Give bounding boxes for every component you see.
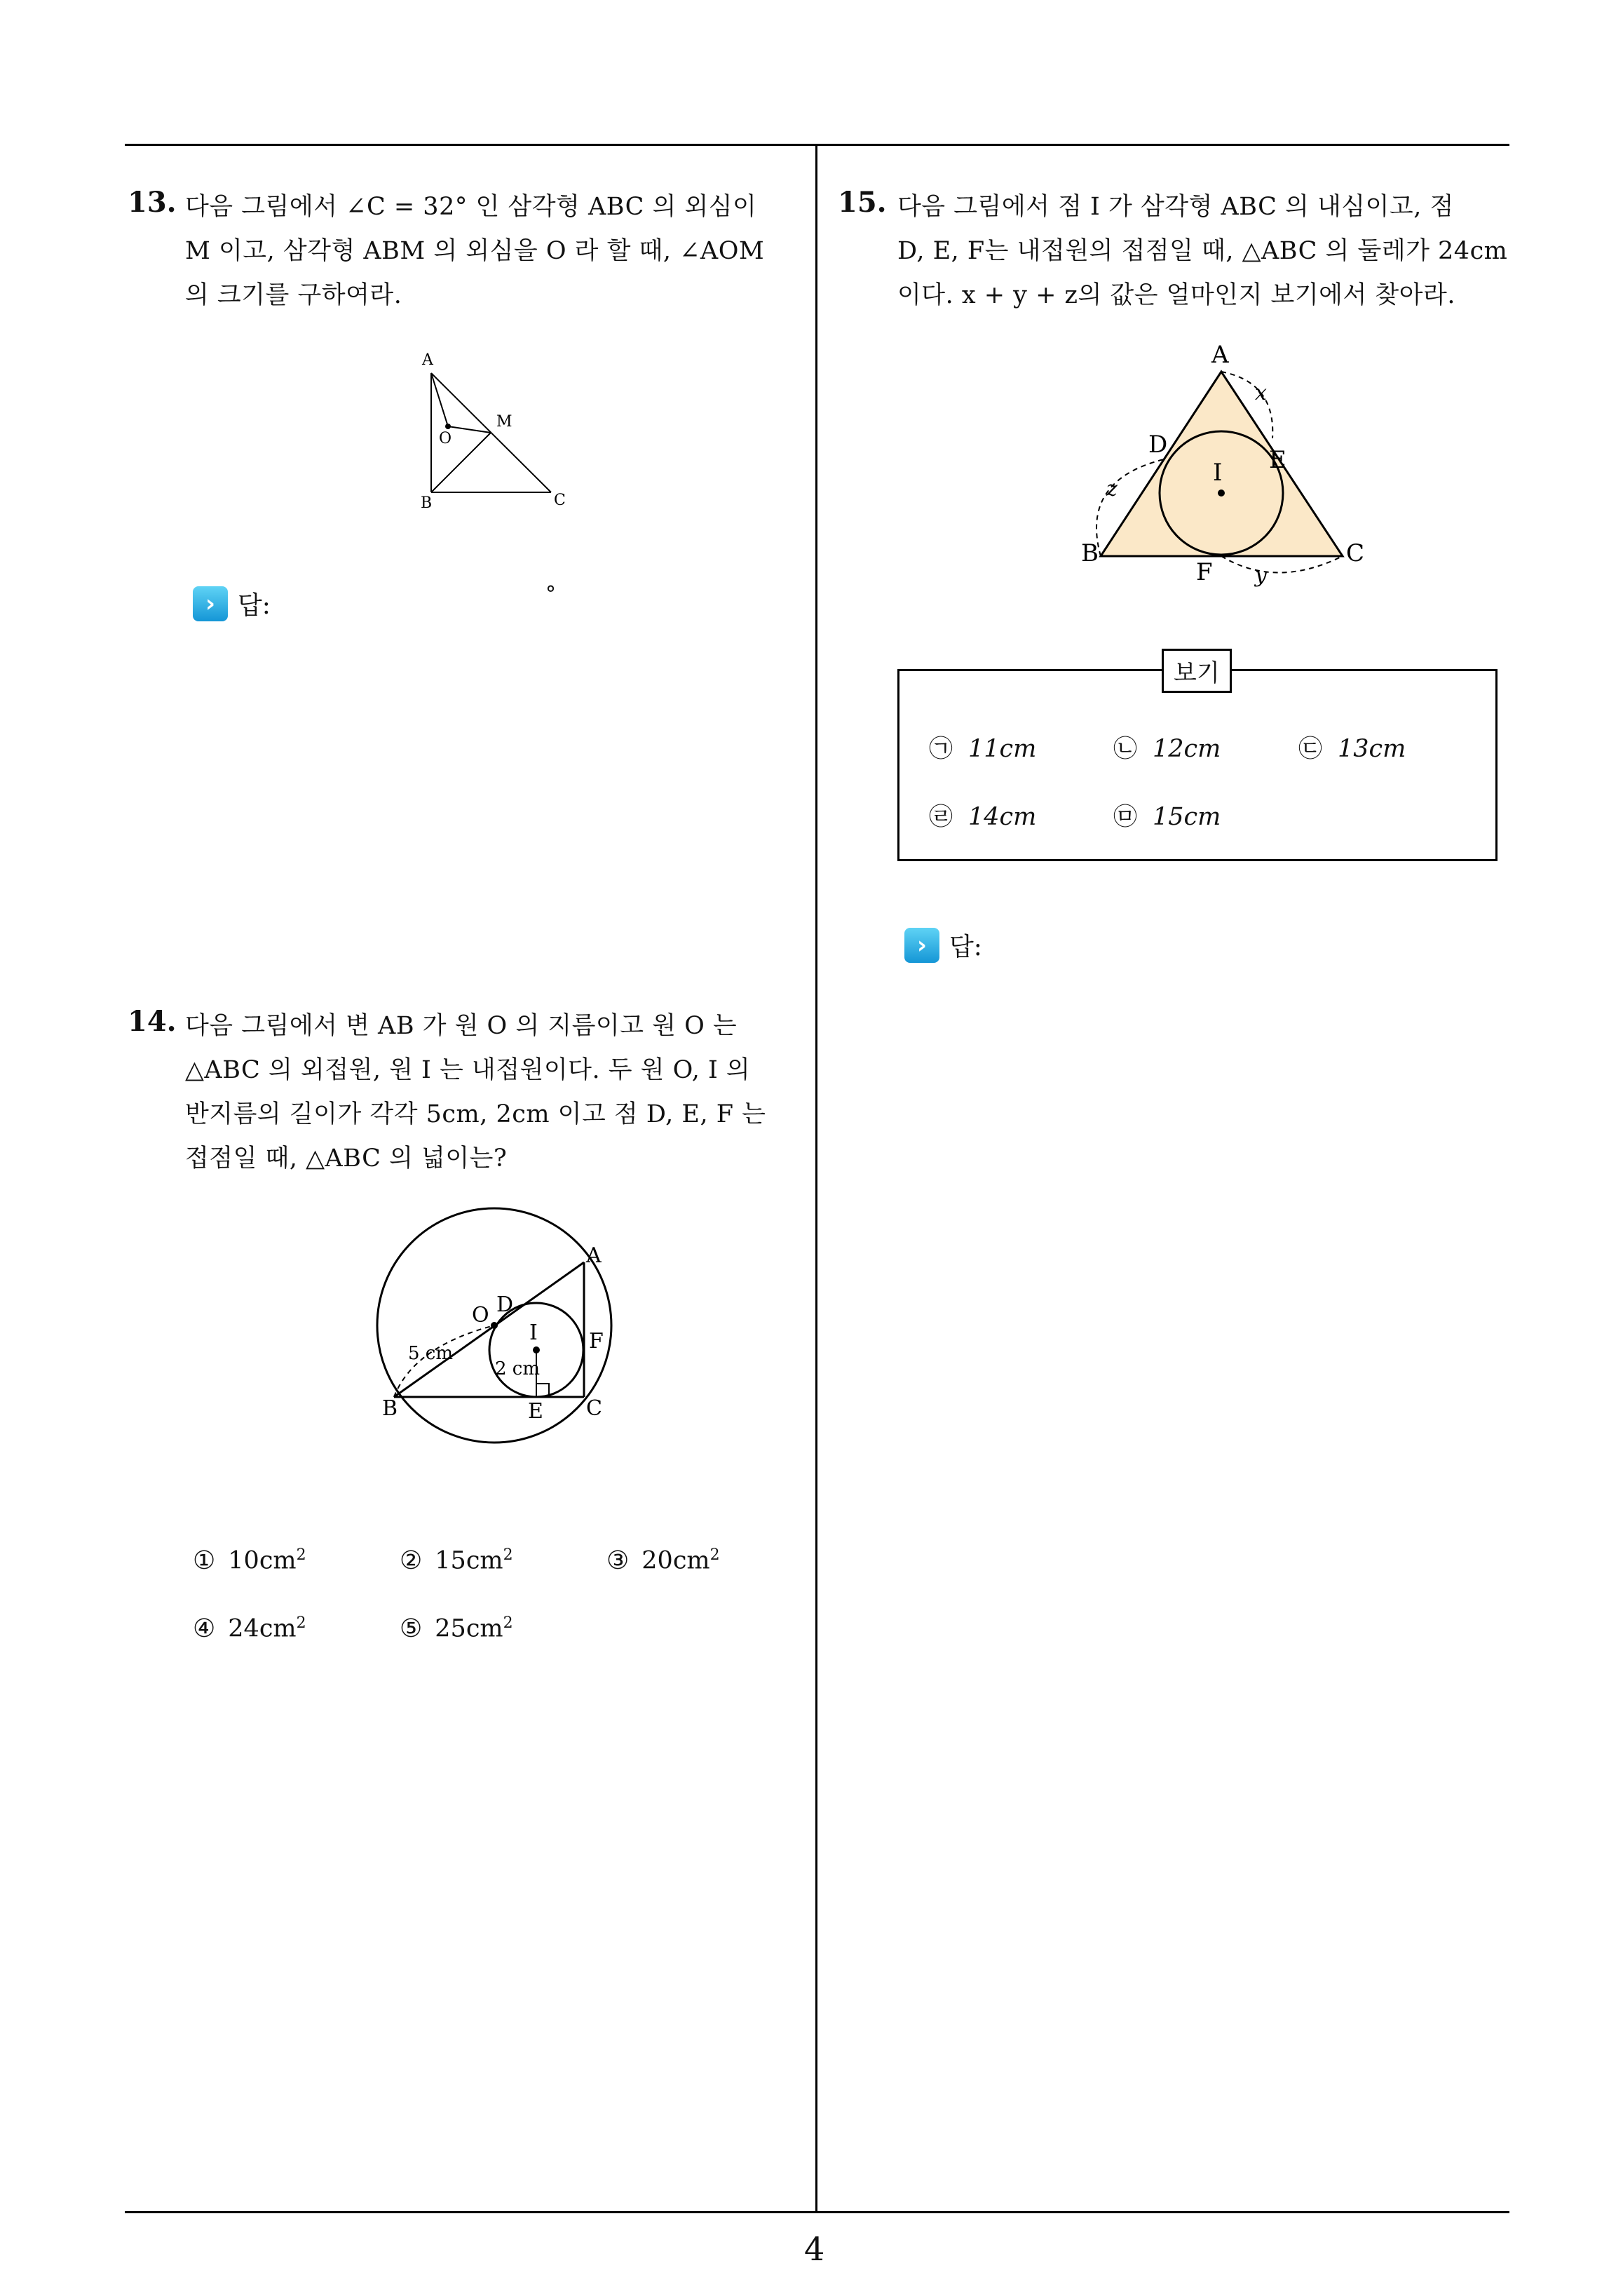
q15-label-e: E — [1269, 446, 1286, 474]
chevron-right-icon: › — [193, 586, 228, 621]
q15-label-c: C — [1346, 539, 1365, 567]
q14-label-e: E — [528, 1399, 543, 1424]
circled-1-icon: ① — [193, 1546, 216, 1575]
q14-line-3: 반지름의 길이가 각각 5cm, 2cm 이고 점 D, E, F 는 — [185, 1100, 766, 1128]
q13-line-2: M 이고, 삼각형 ABM 의 외심을 O 라 할 때, ∠AOM — [185, 237, 765, 265]
q14-label-d: D — [496, 1292, 514, 1317]
q14-line-4: 접점일 때, △ABC 의 넓이는? — [185, 1144, 508, 1173]
q13-label-a: A — [422, 351, 433, 369]
q15-label-x: x — [1255, 381, 1267, 405]
bogi-item-3[interactable] — [1298, 729, 1406, 764]
q14-label-2cm: 2 cm — [495, 1358, 541, 1379]
bogi-box — [897, 669, 1498, 861]
column-divider — [815, 144, 817, 2213]
bogi-item-4-value: 14cm — [968, 803, 1037, 831]
q14-label-c: C — [586, 1396, 602, 1421]
q13-label-c: C — [554, 492, 566, 509]
circled-mieum-icon: ㉤ — [1113, 803, 1137, 831]
q13-line-3: 의 크기를 구하여라. — [185, 281, 402, 309]
bogi-item-4[interactable] — [929, 797, 1036, 832]
bogi-item-2[interactable] — [1113, 729, 1221, 764]
circled-5-icon: ⑤ — [400, 1614, 423, 1643]
page-number: 4 — [804, 2230, 825, 2268]
q13-answer[interactable] — [193, 586, 271, 621]
q14-choice-4[interactable] — [193, 1614, 306, 1643]
q15-line-2: D, E, F는 내접원의 접점일 때, △ABC 의 둘레가 24cm — [897, 237, 1508, 265]
q15-label-a: A — [1211, 341, 1229, 369]
q13-line-1: 다음 그림에서 ∠C = 32° 인 삼각형 ABC 의 외심이 — [185, 193, 757, 221]
q13-answer-label: 답: — [238, 591, 271, 620]
q14-choice-2-value: 15cm — [435, 1547, 503, 1575]
q15-label-b: B — [1081, 539, 1099, 567]
q13-label-o: O — [439, 430, 452, 447]
q15-label-i: I — [1213, 459, 1223, 487]
q14-choice-5-exp: 2 — [503, 1614, 513, 1633]
circled-digeut-icon: ㉢ — [1298, 735, 1322, 763]
circled-4-icon: ④ — [193, 1614, 216, 1643]
q15-line-3: 이다. x + y + z의 값은 얼마인지 보기에서 찾아라. — [897, 281, 1455, 309]
bogi-item-1-value: 11cm — [968, 735, 1037, 763]
q14-choice-1[interactable] — [193, 1546, 306, 1575]
bogi-title: 보기 — [1162, 649, 1232, 693]
q14-label-i: I — [529, 1321, 538, 1345]
bogi-item-3-value: 13cm — [1338, 735, 1406, 763]
circled-2-icon: ② — [400, 1546, 423, 1575]
q14-figure — [365, 1206, 645, 1459]
q13-number: 13. — [128, 186, 177, 219]
q15-line-1: 다음 그림에서 점 I 가 삼각형 ABC 의 내심이고, 점 — [897, 193, 1454, 221]
q13-label-b: B — [421, 494, 433, 512]
circled-nieun-icon: ㉡ — [1113, 735, 1137, 763]
q14-number: 14. — [128, 1005, 177, 1038]
q14-choice-2[interactable] — [400, 1546, 513, 1575]
bogi-item-2-value: 12cm — [1153, 735, 1221, 763]
q14-choice-2-exp: 2 — [503, 1546, 513, 1565]
q14-choice-3-value: 20cm — [641, 1547, 710, 1575]
q15-answer[interactable] — [904, 927, 982, 963]
circled-3-icon: ③ — [606, 1546, 630, 1575]
bogi-item-5[interactable] — [1113, 797, 1221, 832]
q13-degree-unit: ° — [545, 582, 556, 607]
q14-label-f: F — [589, 1329, 604, 1353]
q15-figure — [1066, 340, 1365, 593]
q14-label-5cm: 5 cm — [408, 1343, 454, 1364]
q14-choice-4-value: 24cm — [228, 1615, 297, 1643]
q14-choice-4-exp: 2 — [296, 1614, 306, 1633]
bogi-item-1[interactable] — [929, 729, 1036, 764]
q15-label-d: D — [1148, 431, 1168, 459]
q15-label-z: z — [1106, 477, 1118, 501]
q15-number: 15. — [838, 186, 887, 219]
q13-figure — [407, 344, 575, 512]
q14-choice-3-exp: 2 — [709, 1546, 720, 1565]
q14-line-2: △ABC 의 외접원, 원 I 는 내접원이다. 두 원 O, I 의 — [185, 1056, 751, 1084]
q14-label-b: B — [382, 1396, 398, 1421]
q14-choice-5[interactable] — [400, 1614, 513, 1643]
q14-label-a: A — [586, 1243, 602, 1268]
q15-label-f: F — [1196, 558, 1213, 586]
q13-label-m: M — [496, 413, 512, 431]
q15-label-y: y — [1255, 563, 1267, 588]
chevron-right-icon: › — [904, 928, 939, 963]
circled-giyeok-icon: ㉠ — [929, 735, 953, 763]
q14-choice-1-value: 10cm — [228, 1547, 297, 1575]
circled-rieul-icon: ㉣ — [929, 803, 953, 831]
q14-line-1: 다음 그림에서 변 AB 가 원 O 의 지름이고 원 O 는 — [185, 1012, 738, 1040]
q14-choice-1-exp: 2 — [296, 1546, 306, 1565]
q14-choice-5-value: 25cm — [435, 1615, 503, 1643]
q14-label-o: O — [472, 1303, 489, 1328]
q15-answer-label: 답: — [949, 933, 982, 961]
q14-choice-3[interactable] — [606, 1546, 720, 1575]
bogi-item-5-value: 15cm — [1153, 803, 1221, 831]
